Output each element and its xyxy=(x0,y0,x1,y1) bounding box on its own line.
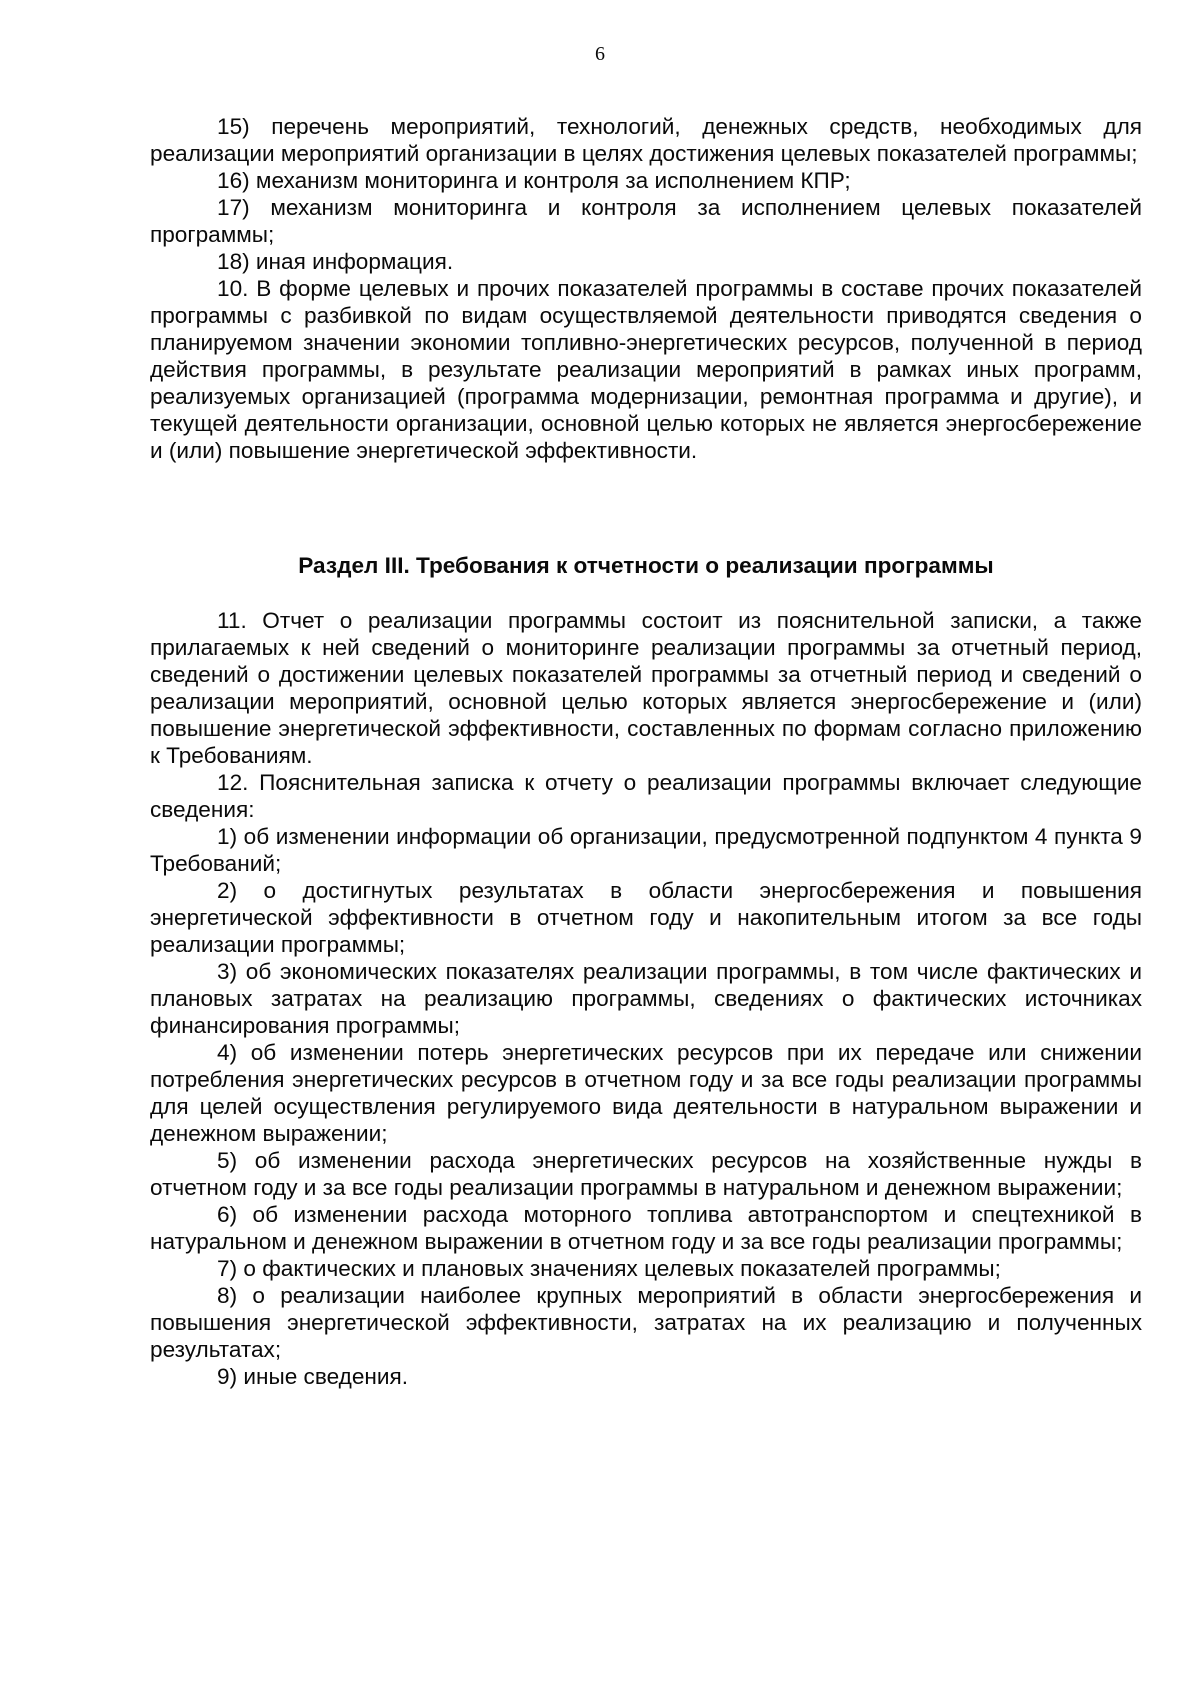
text-block-intro xyxy=(150,113,1142,464)
section-heading: Раздел III. Требования к отчетности о реализации программы xyxy=(298,553,994,578)
paragraph-subitem-6: 6) об изменении расхода моторного топлива автотранспортом и спецтехникой в натуральном и денежном выражении в отчетном году и за все годы реализации программы; xyxy=(150,1202,1142,1254)
paragraph-subitem-9: 9) иные сведения. xyxy=(217,1364,409,1389)
text-block-section-3 xyxy=(150,607,1142,1390)
paragraph-clause-11: 11. Отчет о реализации программы состоит из пояснительной записки, а также прилагаемых к ней сведений о мониторинге реализации программы за отчетный период, сведений о достижении целевых показателей программы за отчетный период и сведений о реализации мероприятий, основной целью которых является энергосбережение и (или) повышение энергетической эффективности, составленных по формам согласно приложению к Требованиям. xyxy=(150,608,1142,768)
paragraph-clause-10: 10. В форме целевых и прочих показателей программы в составе прочих показателей программы с разбивкой по видам осуществляемой деятельности приводятся сведения о планируемом значении экономии топливно-энергетических ресурсов, полученной в период действия программы, в результате реализации мероприятий в рамках иных программ, реализуемых организацией (программа модернизации, ремонтная программа и другие), и текущей деятельности организации, основной целью которых не является энергосбережение и (или) повышение энергетической эффективности. xyxy=(150,276,1142,463)
paragraph-subitem-8: 8) о реализации наиболее крупных мероприятий в области энергосбережения и повышения энергетической эффективности, затратах на их реализацию и полученных результатах; xyxy=(150,1283,1142,1362)
paragraph-subitem-2: 2) о достигнутых результатах в области энергосбережения и повышения энергетической эффективности в отчетном году и накопительным итогом за все годы реализации программы; xyxy=(150,878,1142,957)
paragraph-item-17: 17) механизм мониторинга и контроля за исполнением целевых показателей программы; xyxy=(150,195,1142,247)
paragraph-clause-12: 12. Пояснительная записка к отчету о реализации программы включает следующие сведения: xyxy=(150,770,1142,822)
paragraph-subitem-7: 7) о фактических и плановых значениях целевых показателей программы; xyxy=(217,1256,1001,1281)
page-number: 6 xyxy=(595,43,605,65)
paragraph-subitem-1: 1) об изменении информации об организации, предусмотренной подпунктом 4 пункта 9 Требований; xyxy=(150,824,1142,876)
paragraph-item-15: 15) перечень мероприятий, технологий, денежных средств, необходимых для реализации мероприятий организации в целях достижения целевых показателей программы; xyxy=(150,114,1142,166)
paragraph-subitem-4: 4) об изменении потерь энергетических ресурсов при их передаче или снижении потребления энергетических ресурсов в отчетном году и за все годы реализации программы для целей осуществления регулируемого вида деятельности в натуральном выражении и денежном выражении; xyxy=(150,1040,1142,1146)
paragraph-subitem-5: 5) об изменении расхода энергетических ресурсов на хозяйственные нужды в отчетном году и за все годы реализации программы в натуральном и денежном выражении; xyxy=(150,1148,1142,1200)
paragraph-item-16: 16) механизм мониторинга и контроля за исполнением КПР; xyxy=(217,168,851,193)
paragraph-subitem-3: 3) об экономических показателях реализации программы, в том числе фактических и плановых затратах на реализацию программы, сведениях о фактических источниках финансирования программы; xyxy=(150,959,1142,1038)
paragraph-item-18: 18) иная информация. xyxy=(217,249,454,274)
